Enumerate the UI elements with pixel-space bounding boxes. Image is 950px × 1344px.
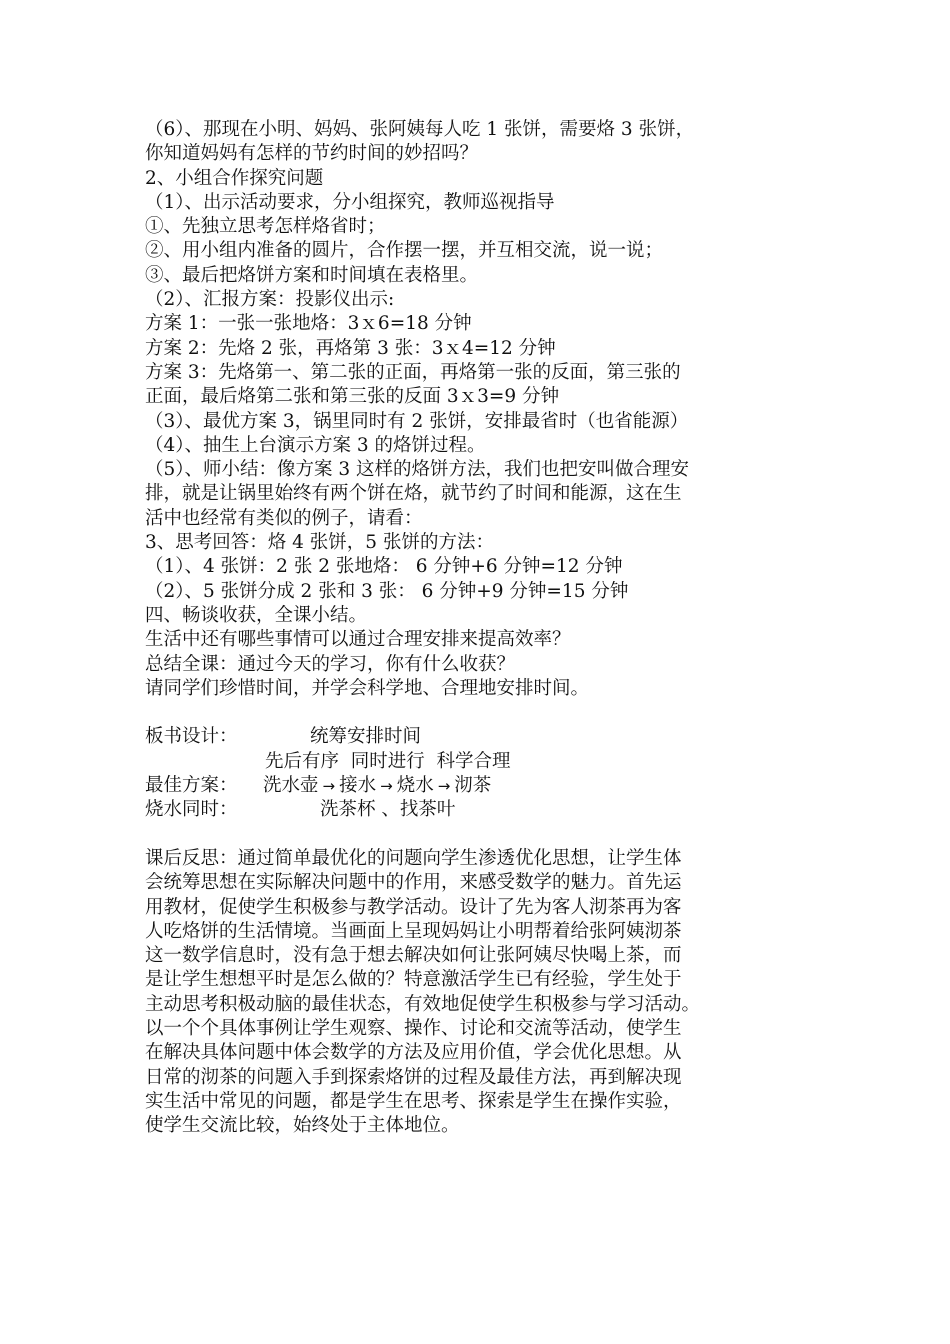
body-line: ③、最后把烙饼方案和时间填在表格里。 — [145, 264, 479, 286]
plan-line: 正面，最后烙第二张和第三张的反面 3ｘ3=9 分钟 — [145, 386, 560, 408]
board-title-row — [145, 725, 825, 749]
body-line: （4）、抽生上台演示方案 3 的烙饼过程。 — [145, 434, 486, 456]
document-page — [145, 118, 825, 1138]
reflection-line: 用教材，促使学生积极参与教学活动。设计了先为客人沏茶再为客 — [145, 896, 682, 918]
reflection-line: 主动思考积极动脑的最佳状态，有效地促使学生积极参与学习活动。 — [145, 993, 701, 1015]
body-line: 总结全课：通过今天的学习，你有什么收获？ — [145, 653, 516, 675]
best-plan-label: 最佳方案： — [145, 775, 238, 797]
plan-line: 方案 1：一张一张地烙：3ｘ6=18 分钟 — [145, 313, 472, 335]
reflection-line: 以一个个具体事例让学生观察、操作、讨论和交流等活动，使学生 — [145, 1017, 682, 1039]
board-design — [145, 725, 825, 822]
board-label: 板书设计： — [145, 726, 238, 748]
arrow-right-icon: → — [322, 777, 336, 796]
section-heading: 四、畅谈收获，全课小结。 — [145, 604, 368, 626]
reflection-line: 日常的沏茶的问题入手到探索烙饼的过程及最佳方法，再到解决现 — [145, 1066, 682, 1088]
simultaneous-row — [145, 798, 825, 822]
step-2: 接水 — [339, 775, 377, 797]
body-line: （2）、5 张饼分成 2 张和 3 张： 6 分钟+9 分钟=15 分钟 — [145, 580, 629, 602]
arrow-right-icon: → — [380, 777, 393, 796]
reflection-line: 课后反思：通过简单最优化的问题向学生渗透优化思想，让学生体 — [145, 847, 682, 869]
reflection — [145, 847, 825, 1139]
body-line: ①、先独立思考怎样烙省时； — [145, 216, 386, 238]
reflection-line: 是让学生想想平时是怎么做的？特意激活学生已有经验，学生处于 — [145, 969, 682, 991]
body-line: 排，就是让锅里始终有两个饼在烙，就节约了时间和能源，这在生 — [145, 483, 682, 505]
reflection-line: 人吃烙饼的生活情境。当画面上呈现妈妈让小明帮着给张阿姨沏茶 — [145, 920, 682, 942]
body-line: ②、用小组内准备的圆片，合作摆一摆，并互相交流，说一说； — [145, 240, 664, 262]
simultaneous-label: 烧水同时： — [145, 799, 238, 821]
body-line: （2）、汇报方案：投影仪出示: — [145, 289, 395, 311]
step-4: 沏茶 — [454, 775, 492, 797]
arrow-right-icon: → — [437, 777, 451, 796]
spacer — [145, 823, 825, 847]
reflection-line: 会统筹思想在实际解决问题中的作用，来感受数学的魅力。首先运 — [145, 872, 682, 894]
lesson-body — [145, 118, 825, 701]
body-line: 活中也经常有类似的例子，请看： — [145, 507, 423, 529]
spacer — [145, 701, 825, 725]
board-subtitle: 先后有序 同时进行 科学合理 — [265, 750, 511, 772]
reflection-line: 在解决具体问题中体会数学的方法及应用价值，学会优化思想。从 — [145, 1042, 682, 1064]
reflection-line: 实生活中常见的问题，都是学生在思考、探索是学生在操作实验， — [145, 1090, 682, 1112]
body-line: （1）、出示活动要求，分小组探究，教师巡视指导 — [145, 191, 555, 213]
step-1: 洗水壶 — [263, 775, 319, 797]
plan-line: 方案 2：先烙 2 张，再烙第 3 张：3ｘ4=12 分钟 — [145, 337, 556, 359]
body-line: （5）、师小结：像方案 3 这样的烙饼方法，我们也把安叫做合理安 — [145, 459, 690, 481]
body-line: （6）、那现在小明、妈妈、张阿姨每人吃 1 张饼，需要烙 3 张饼， — [145, 119, 695, 140]
board-title: 统筹安排时间 — [310, 726, 422, 748]
body-line: 请同学们珍惜时间，并学会科学地、合理地安排时间。 — [145, 677, 590, 699]
body-line: （3）、最优方案 3，锅里同时有 2 张饼，安排最省时（也省能源） — [145, 410, 689, 432]
reflection-line: 使学生交流比较，始终处于主体地位。 — [145, 1115, 460, 1137]
step-3: 烧水 — [396, 775, 434, 797]
reflection-line: 这一数学信息时，没有急于想去解决如何让张阿姨尽快喝上茶，而 — [145, 945, 682, 967]
body-line: 你知道妈妈有怎样的节约时间的妙招吗？ — [145, 143, 479, 165]
plan-line: 方案 3：先烙第一、第二张的正面，再烙第一张的反面，第三张的 — [145, 361, 681, 383]
section-heading: 3、思考回答：烙 4 张饼，5 张饼的方法： — [145, 532, 494, 554]
best-plan-row — [145, 774, 825, 798]
body-line: （1）、4 张饼：2 张 2 张地烙： 6 分钟+6 分钟=12 分钟 — [145, 556, 623, 578]
section-heading: 2、小组合作探究问题 — [145, 167, 324, 189]
simultaneous-text: 洗茶杯 、找茶叶 — [320, 799, 456, 821]
body-line: 生活中还有哪些事情可以通过合理安排来提高效率？ — [145, 629, 571, 651]
